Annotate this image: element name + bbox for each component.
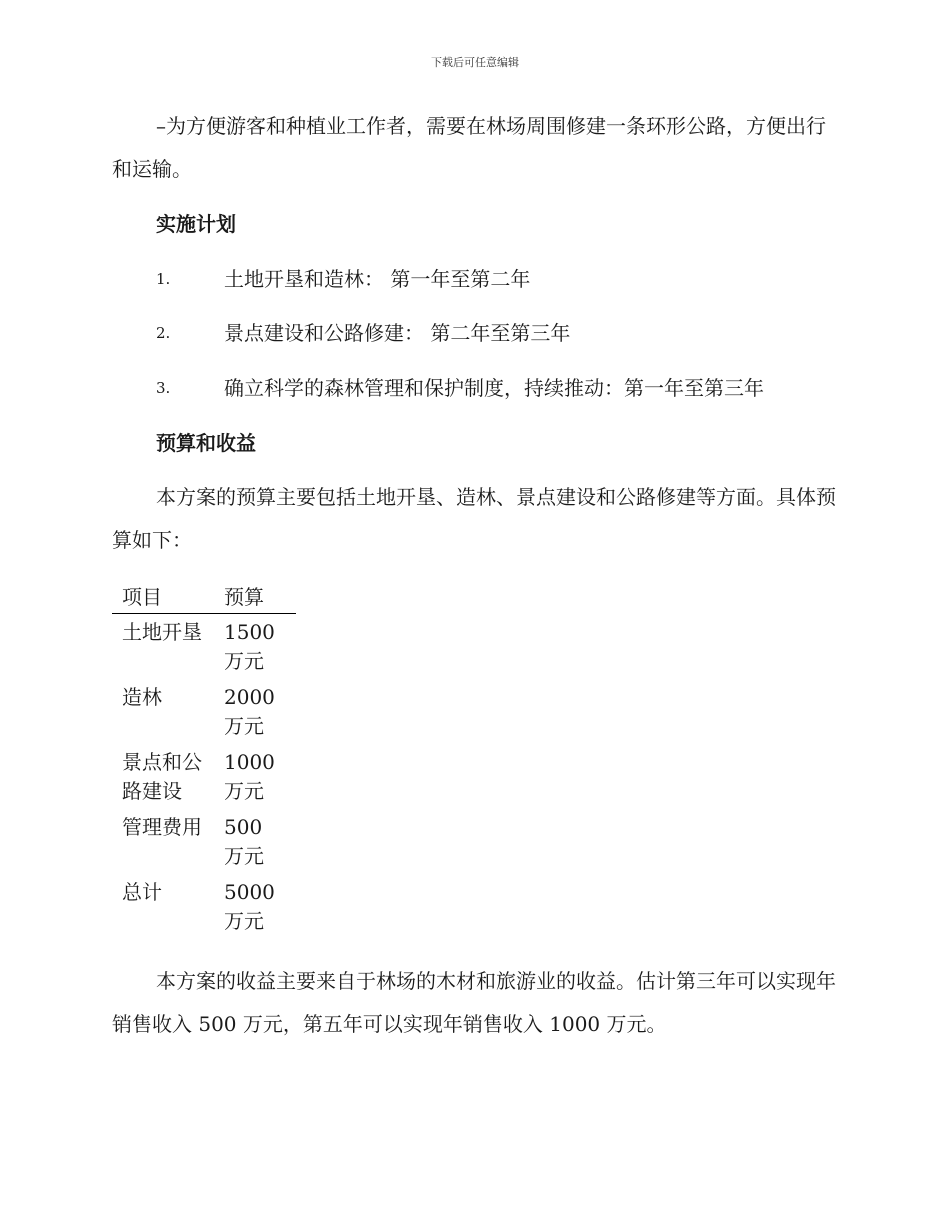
table-cell-item: 景点和公路建设	[122, 750, 202, 803]
table-row	[112, 679, 296, 744]
list-number: 1.	[156, 270, 171, 288]
table-header-row	[112, 583, 296, 614]
list-number: 2.	[156, 324, 171, 342]
revenue-paragraph: 本方案的收益主要来自于林场的木材和旅游业的收益。估计第三年可以实现年销售收入 500 万元，第五年可以实现年销售收入 1000 万元。	[112, 969, 836, 1036]
table-row	[112, 614, 296, 680]
table-row	[112, 874, 296, 939]
table-cell-amount: 500 万元	[224, 815, 264, 868]
list-number: 3.	[156, 379, 171, 397]
table-row	[112, 809, 296, 874]
table-cell-amount: 1000 万元	[224, 750, 275, 803]
table-cell-item: 管理费用	[122, 815, 202, 839]
column-header-item: 项目	[112, 583, 214, 614]
table-cell-item: 总计	[122, 880, 162, 904]
budget-table	[112, 583, 296, 939]
list-text: 景点建设和公路修建： 第二年至第三年	[224, 321, 571, 345]
page-header: 下载后可任意编辑	[431, 56, 519, 69]
table-cell-item: 造林	[122, 685, 162, 709]
list-text: 土地开垦和造林： 第一年至第二年	[224, 267, 531, 291]
table-row	[112, 744, 296, 809]
intro-paragraph: –为方便游客和种植业工作者，需要在林场周围修建一条环形公路，方便出行和运输。	[112, 114, 826, 181]
column-header-budget: 预算	[214, 583, 296, 614]
table-cell-item: 土地开垦	[122, 620, 202, 644]
plan-heading: 实施计划	[156, 212, 236, 236]
table-cell-amount: 1500 万元	[224, 620, 275, 673]
table-cell-amount: 5000 万元	[224, 880, 275, 933]
table-cell-amount: 2000 万元	[224, 685, 275, 738]
budget-intro: 本方案的预算主要包括土地开垦、造林、景点建设和公路修建等方面。具体预算如下：	[112, 485, 836, 552]
list-text: 确立科学的森林管理和保护制度，持续推动：第一年至第三年	[224, 376, 764, 400]
budget-heading: 预算和收益	[156, 431, 256, 455]
